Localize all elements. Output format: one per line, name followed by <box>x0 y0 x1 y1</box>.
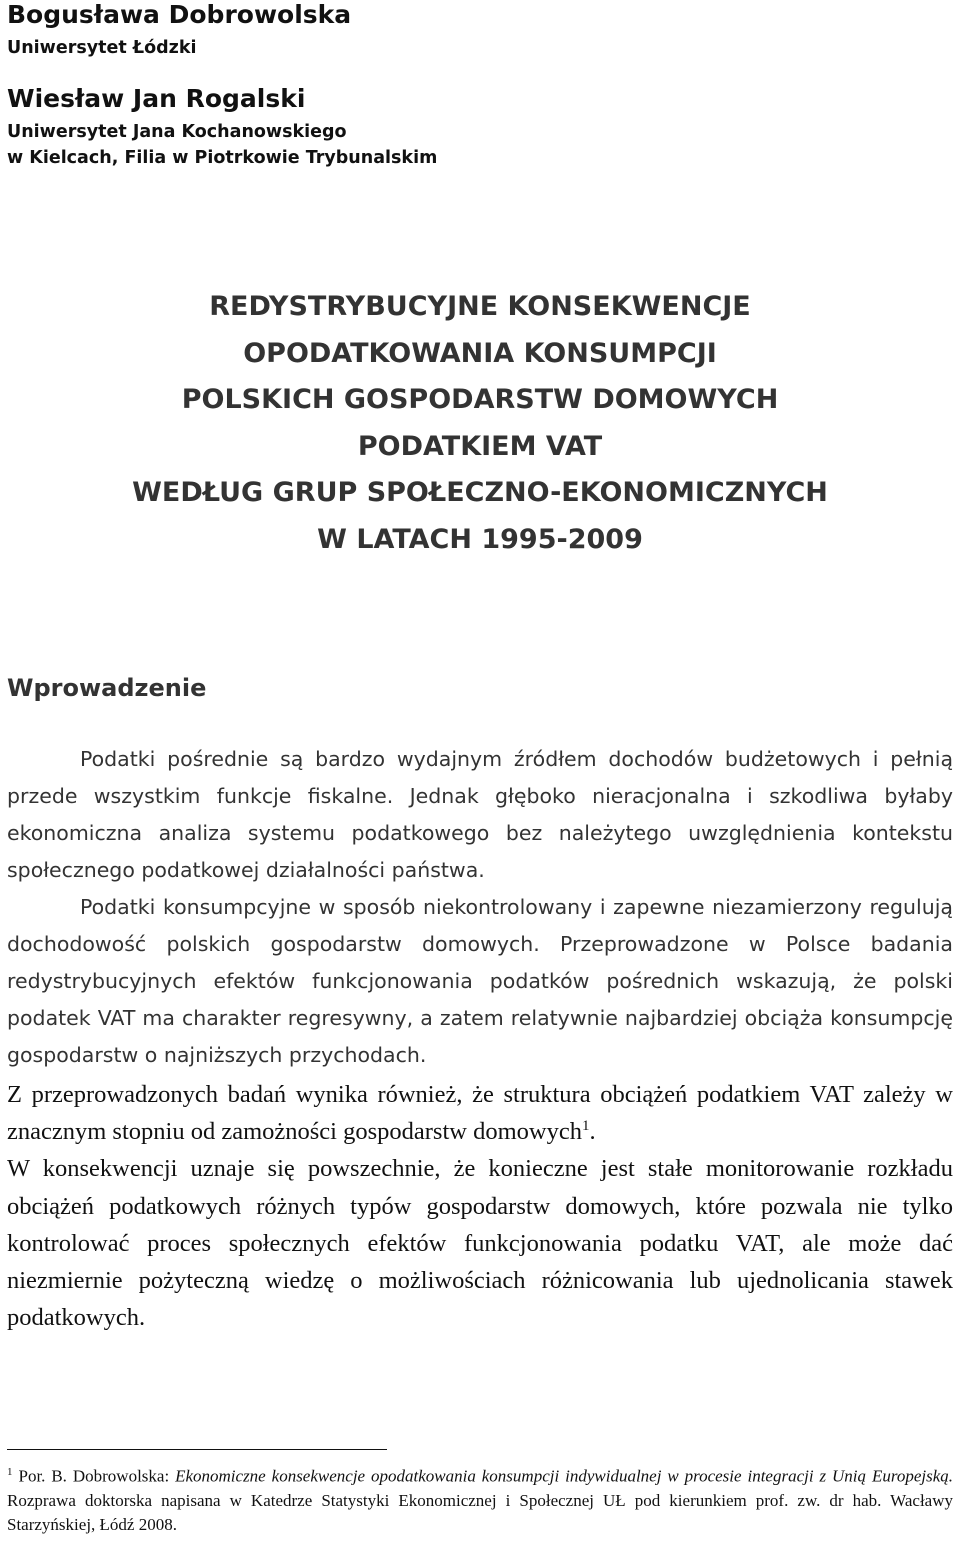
footnote <box>7 1460 953 1537</box>
title-line: PODATKIEM VAT <box>357 430 603 462</box>
title-line: REDYSTRYBUCYJNE KONSEKWENCJE <box>209 291 751 322</box>
section-heading: Wprowadzenie <box>7 674 207 702</box>
footnote-cited-title: Ekonomiczne konsekwencje opodatkowania konsumpcji indywidualnej w procesie integracji z Unią Europejską. <box>175 1466 953 1486</box>
title-line: OPODATKOWANIA KONSUMPCJI <box>243 337 717 369</box>
footnote-divider <box>7 1449 387 1450</box>
author-affiliation: Uniwersytet Jana Kochanowskiego <box>7 122 347 142</box>
paragraph: Podatki pośrednie są bardzo wydajnym źródłem dochodów budżetowych i pełnią przede wszystkim funkcje fiskalne. Jednak głęboko nieracjonalna i szkodliwa byłaby ekonomiczna analiza systemu podatkowego bez należytego uwzględnienia kontekstu społecznego podatkowej działalności państwa. <box>7 747 953 882</box>
title-line: WEDŁUG GRUP SPOŁECZNO-EKONOMICZNYCH <box>132 477 828 508</box>
paragraph-text: Z przeprowadzonych badań wynika również, że struktura obciążeń podatkiem VAT zależy w znacznym stopniu od zamożności gospodarstw domowych <box>7 1081 953 1146</box>
intro-text <box>7 741 953 1074</box>
paragraph: W konsekwencji uznaje się powszechnie, że konieczne jest stałe monitorowanie rozkładu obciążeń podatkowych różnych typów gospodarstw domowych, które pozwala nie tylko kontrolować proces społecznych efektów funkcjonowania podatku VAT, ale może dać niezmiernie pożyteczną wiedzę o możliwościach różnicowania lub ujednolicania stawek podatkowych. <box>7 1155 953 1332</box>
author-name: Bogusława Dobrowolska <box>7 0 352 29</box>
title-line: POLSKICH GOSPODARSTW DOMOWYCH <box>181 384 779 415</box>
paper-title <box>0 284 960 563</box>
footnote-lead: Por. B. Dobrowolska: <box>18 1466 176 1486</box>
author-affiliation: Uniwersytet Łódzki <box>7 38 197 58</box>
author-name: Wiesław Jan Rogalski <box>7 84 306 113</box>
footnote-rest: Rozprawa doktorska napisana w Katedrze Statystyki Ekonomicznej i Społecznej UŁ pod kierunkiem prof. zw. dr hab. Wacławy Starzyńskiej, Łódź 2008. <box>7 1490 953 1534</box>
author-affiliation: w Kielcach, Filia w Piotrkowie Trybunalskim <box>7 148 438 168</box>
paragraph-end: . <box>589 1118 596 1146</box>
paragraph <box>7 1076 953 1150</box>
paragraph: Podatki konsumpcyjne w sposób niekontrolowany i zapewne niezamierzony regulują dochodowość polskich gospodarstw domowych. Przeprowadzone w Polsce badania redystrybucyjnych efektów funkcjonowania podatków pośrednich wskazują, że polski podatek VAT ma charakter regresywny, a zatem relatywnie najbardziej obciąża konsumpcję gospodarstw o najniższych przychodach. <box>7 895 953 1067</box>
body-text <box>7 1076 953 1336</box>
title-line: W LATACH 1995-2009 <box>317 523 643 555</box>
footnote-ref[interactable]: 1 <box>581 1118 590 1135</box>
footnote-number: 1 <box>7 1466 13 1478</box>
